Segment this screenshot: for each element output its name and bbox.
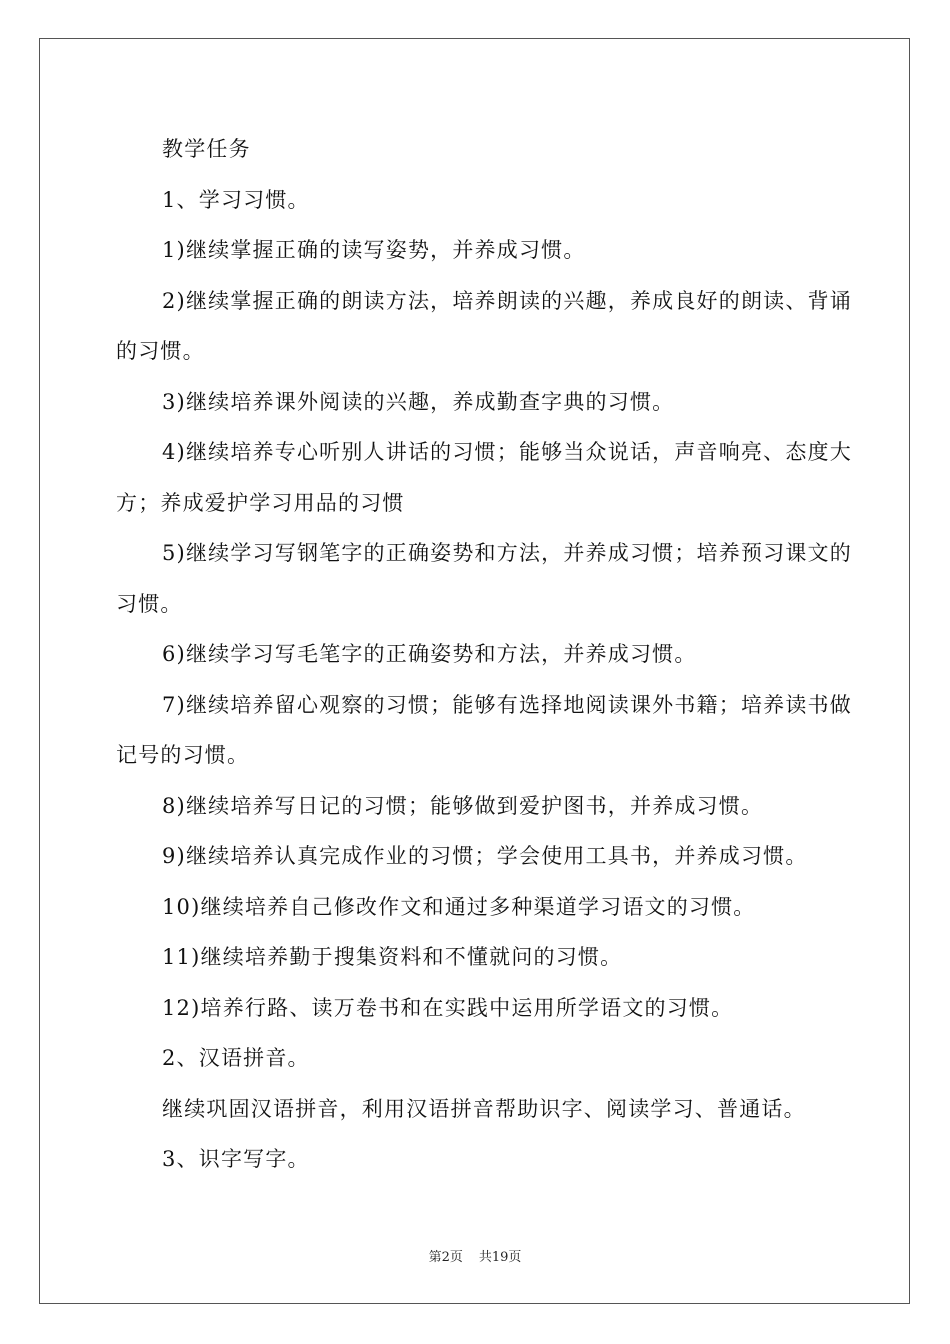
paragraph: 继续巩固汉语拼音，利用汉语拼音帮助识字、阅读学习、普通话。	[162, 1096, 806, 1121]
paragraph: 教学任务	[162, 137, 251, 161]
paragraph: 9)继续培养认真完成作业的习惯；学会使用工具书，并养成习惯。	[162, 844, 808, 868]
paragraph: 12)培养行路、读万卷书和在实践中运用所学语文的习惯。	[162, 995, 734, 1020]
paragraph: 2、汉语拼音。	[162, 1046, 310, 1070]
paragraph: 11)继续培养勤于搜集资料和不懂就问的习惯。	[162, 945, 623, 969]
paragraph: 6)继续学习写毛笔字的正确姿势和方法，并养成习惯。	[162, 642, 697, 666]
page-number: 第2页	[428, 1250, 463, 1265]
paragraph: 2)继续掌握正确的朗读方法，培养朗读的兴趣，养成良好的朗读、背诵的习惯。	[116, 288, 852, 363]
paragraph: 3)继续培养课外阅读的兴趣，养成勤查字典的习惯。	[162, 389, 675, 414]
paragraph: 7)继续培养留心观察的习惯；能够有选择地阅读课外书籍；培养读书做记号的习惯。	[116, 692, 852, 767]
document-body	[116, 124, 856, 1185]
paragraph: 1)继续掌握正确的读写姿势，并养成习惯。	[162, 238, 586, 262]
paragraph: 5)继续学习写钢笔字的正确姿势和方法，并养成习惯；培养预习课文的习惯。	[116, 541, 852, 616]
paragraph: 10)继续培养自己修改作文和通过多种渠道学习语文的习惯。	[162, 894, 756, 919]
paragraph: 8)继续培养写日记的习惯；能够做到爱护图书，并养成习惯。	[162, 793, 764, 818]
paragraph: 1、学习习惯。	[162, 187, 310, 212]
page-total: 共19页	[478, 1250, 522, 1265]
paragraph: 3、识字写字。	[162, 1147, 310, 1171]
paragraph: 4)继续培养专心听别人讲话的习惯；能够当众说话，声音响亮、态度大方；养成爱护学习用品的习惯	[116, 440, 852, 515]
page-footer	[0, 1246, 950, 1265]
